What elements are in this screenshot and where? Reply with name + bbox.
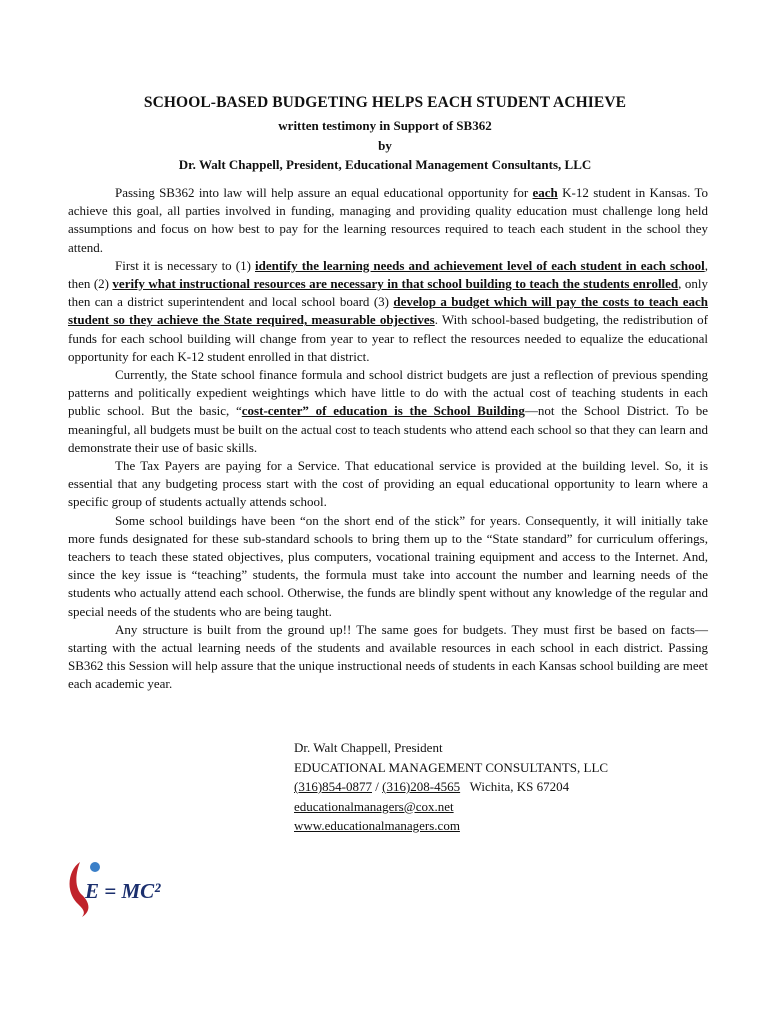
author-line: Dr. Walt Chappell, President, Educational Management Consultants, LLC bbox=[178, 157, 592, 172]
emphasis-each: each bbox=[532, 185, 558, 200]
document-subtitle: written testimony in Support of SB362 bbox=[278, 118, 492, 133]
signature-contact bbox=[294, 777, 608, 797]
text-span: —not the School District. To be meaningful, all budgets must be built on the actual cost to teach students who attend each school so that they can learn and demonstrate their use of basic skills. bbox=[68, 403, 708, 455]
emphasis-step-3: develop a budget which will pay the costs to teach each student so they achieve the State required, measurable objectives bbox=[68, 294, 708, 328]
emphasis-step-2: verify what instructional resources are necessary in that school building to teach the students enrolled bbox=[112, 276, 679, 292]
text-span: K-12 student in Kansas. To achieve this goal, all parties involved in funding, managing and providing quality education must challenge long held assumptions and focus on how best to pay for the learning resources required to teach each student in the school they attend. bbox=[68, 185, 708, 255]
phone-link-1[interactable]: (316)854-0877 bbox=[294, 779, 372, 794]
text-span: , then (2) bbox=[68, 257, 708, 292]
phone-separator: / bbox=[372, 779, 383, 794]
text-span: Currently, the State school finance formula and school district budgets are just a reflection of previous spending patterns and politically expedient weightings which have little to do with the actual cost of teaching students in each public school. But the basic, “ bbox=[68, 367, 708, 419]
text-span: , only then can a district superintendent and local school board (3) bbox=[68, 276, 708, 310]
paragraph-5: Some school buildings have been “on the short end of the stick” for years. Consequently, it will initially take more funds designated for these sub-standard schools to bring them up to the “State standard” for curriculum offerings, teachers to teach these stated objectives, plus computers, vocational training equipment and access to the Internet. And, since the key issue is “teaching” students, the formula must take into account the number and learning needs of the students who actually attend each school. Otherwise, the funds are blindly spent without any knowledge of the regular and special needs of the students who are being taught. bbox=[68, 512, 708, 619]
logo-dot bbox=[90, 862, 100, 872]
signature-location: Wichita, KS 67204 bbox=[460, 779, 570, 794]
paragraph-4: The Tax Payers are paying for a Service. That educational service is provided at the building level. So, it is essential that any budgeting process start with the cost of providing an equal educational opportunity to learn where a specific group of students actually attends school. bbox=[68, 458, 708, 510]
text-span: First it is necessary to (1) bbox=[115, 257, 255, 273]
emc2-logo bbox=[66, 858, 166, 918]
paragraph-6: Any structure is built from the ground up!! The same goes for budgets. They must first be based on facts—starting with the actual learning needs of the students and available resources in each school in each district. Passing SB362 this Session will help assure that the unique instructional needs of students in each Kansas school building are meet each academic year. bbox=[68, 621, 708, 692]
signature-org: EDUCATIONAL MANAGEMENT CONSULTANTS, LLC bbox=[294, 759, 609, 775]
emphasis-cost-center: cost-center” of education is the School Building bbox=[241, 403, 525, 419]
signature-block bbox=[294, 738, 608, 836]
logo-text: E = MC² bbox=[85, 879, 161, 903]
emphasis-step-1: identify the learning needs and achievement level of each student in each school bbox=[255, 257, 705, 273]
document-body bbox=[68, 184, 708, 694]
text-span: . With school-based budgeting, the redistribution of funds for each school building will change from year to year to reflect the resources needed to equalize the educational opportunity for each K-12 student enrolled in that district. bbox=[68, 312, 709, 364]
paragraph-3 bbox=[68, 366, 708, 457]
document-title: SCHOOL-BASED BUDGETING HELPS EACH STUDENT ACHIEVE bbox=[143, 94, 627, 111]
website-link[interactable]: www.educationalmanagers.com bbox=[294, 818, 460, 833]
signature-name: Dr. Walt Chappell, President bbox=[294, 740, 443, 755]
text-span: Passing SB362 into law will help assure an equal educational opportunity for bbox=[115, 185, 533, 200]
email-link[interactable]: educationalmanagers@cox.net bbox=[294, 798, 454, 814]
byline-by: by bbox=[378, 138, 392, 153]
paragraph-2 bbox=[68, 257, 708, 366]
phone-link-2[interactable]: (316)208-4565 bbox=[382, 779, 461, 794]
paragraph-1 bbox=[68, 184, 708, 257]
